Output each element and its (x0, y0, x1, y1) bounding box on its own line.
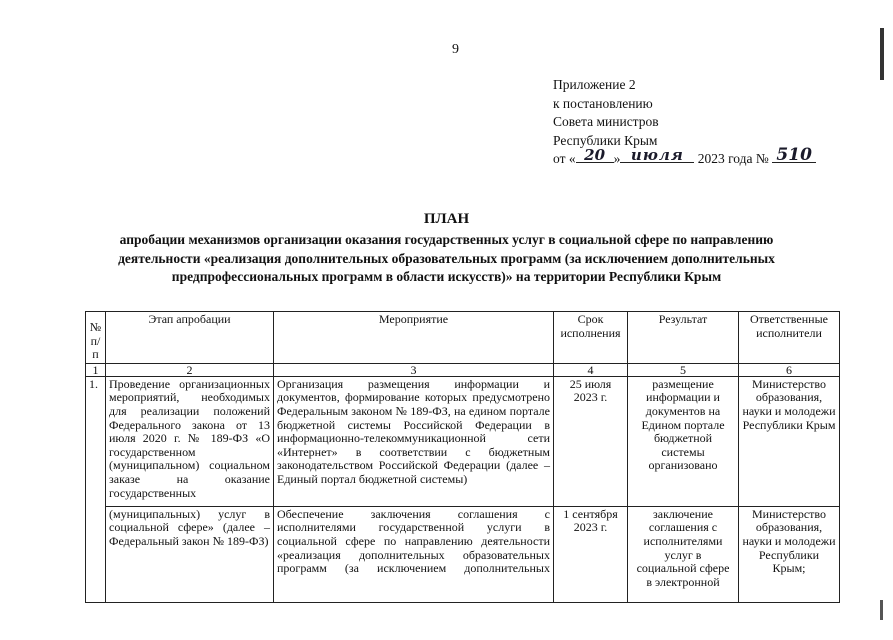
handwritten-day: 20 (576, 148, 614, 163)
plan-title (0, 210, 893, 287)
plan-heading: ПЛАН (423, 211, 470, 227)
header-result: Результат (628, 312, 739, 364)
plan-subtitle (0, 231, 893, 287)
plan-subtitle-line-3: предпрофессиональных программ в области искусств)» на территории Республики Крым (171, 269, 722, 284)
deadline-cell: 25 июля 2023 г. (554, 376, 628, 506)
stage-cell-part1: Проведение организационных мероприятий, необходимых для реализации положений Федерального закона от 13 июля 2020 г. № 189-ФЗ «О государственном (муниципальном) социальном заказе на оказание государственных (106, 376, 274, 506)
date-prefix: от « (553, 151, 576, 166)
table-header-row (86, 312, 840, 364)
date-mid: » (613, 151, 621, 166)
activity-cell: Обеспечение заключения соглашения с исполнителями государственной услуги в социальной сфере по направлению деятельности «реализация дополнительных образовательных программ (за исключением дополнительных (274, 506, 554, 602)
header-responsible: Ответственные исполнители (739, 312, 840, 364)
plan-subtitle-line-1: апробации механизмов организации оказания государственных услуг в социальной сфере по направлению (119, 232, 774, 247)
appendix-header (553, 76, 816, 169)
page-number: 9 (452, 42, 459, 57)
appendix-line-4: Республики Крым (553, 132, 658, 148)
plan-table (85, 311, 840, 603)
table-row (86, 506, 840, 602)
decree-date-line (553, 145, 816, 169)
result-cell: заключение соглашения с исполнителями услуг в социальной сфере в электронной (628, 506, 739, 602)
responsible-cell: Министерство образования, науки и молодежи Республики Крым (739, 376, 840, 506)
row-number: 1. (86, 376, 106, 602)
stage-cell-part2: (муниципальных) услуг в социальной сфере» (далее – Федеральный закон № 189-ФЗ) (106, 506, 274, 602)
column-number: 4 (554, 363, 628, 376)
column-number: 6 (739, 363, 840, 376)
plan-subtitle-line-2: деятельности «реализация дополнительных образовательных программ (за исключением дополнительных (118, 250, 775, 266)
date-suffix: 2023 года № (694, 151, 773, 166)
column-number: 2 (106, 363, 274, 376)
handwritten-month: июля (620, 148, 694, 163)
header-stage: Этап апробации (106, 312, 274, 364)
result-cell: размещение информации и документов на Едином портале бюджетной системы организовано (628, 376, 739, 506)
header-activity: Мероприятие (274, 312, 554, 364)
appendix-line-3: Совета министров (553, 114, 659, 129)
scan-edge-mark (880, 28, 884, 80)
deadline-cell: 1 сентября 2023 г. (554, 506, 628, 602)
activity-cell: Организация размещения информации и документов, формирование которых предусмотрено Федеральным законом № 189-ФЗ, на едином портале бюджетной системы Российской Федерации в информационно-телекоммуникационной сети «Интернет» в соответствии с бюджетным законодательством Российской Федерации (далее – Единый портал бюджетной системы) (274, 376, 554, 506)
column-number: 1 (86, 363, 106, 376)
header-deadline: Срок исполнения (554, 312, 628, 364)
scan-edge-mark-bottom (880, 600, 883, 620)
column-number-row (86, 363, 840, 376)
header-no: № п/п (86, 312, 106, 364)
table-row (86, 376, 840, 506)
column-number: 3 (274, 363, 554, 376)
column-number: 5 (628, 363, 739, 376)
handwritten-decree-number: 510 (772, 148, 816, 163)
appendix-line-1: Приложение 2 (553, 77, 636, 92)
responsible-cell: Министерство образования, науки и молодежи Республики Крым; (739, 506, 840, 602)
appendix-line-2: к постановлению (553, 95, 653, 111)
